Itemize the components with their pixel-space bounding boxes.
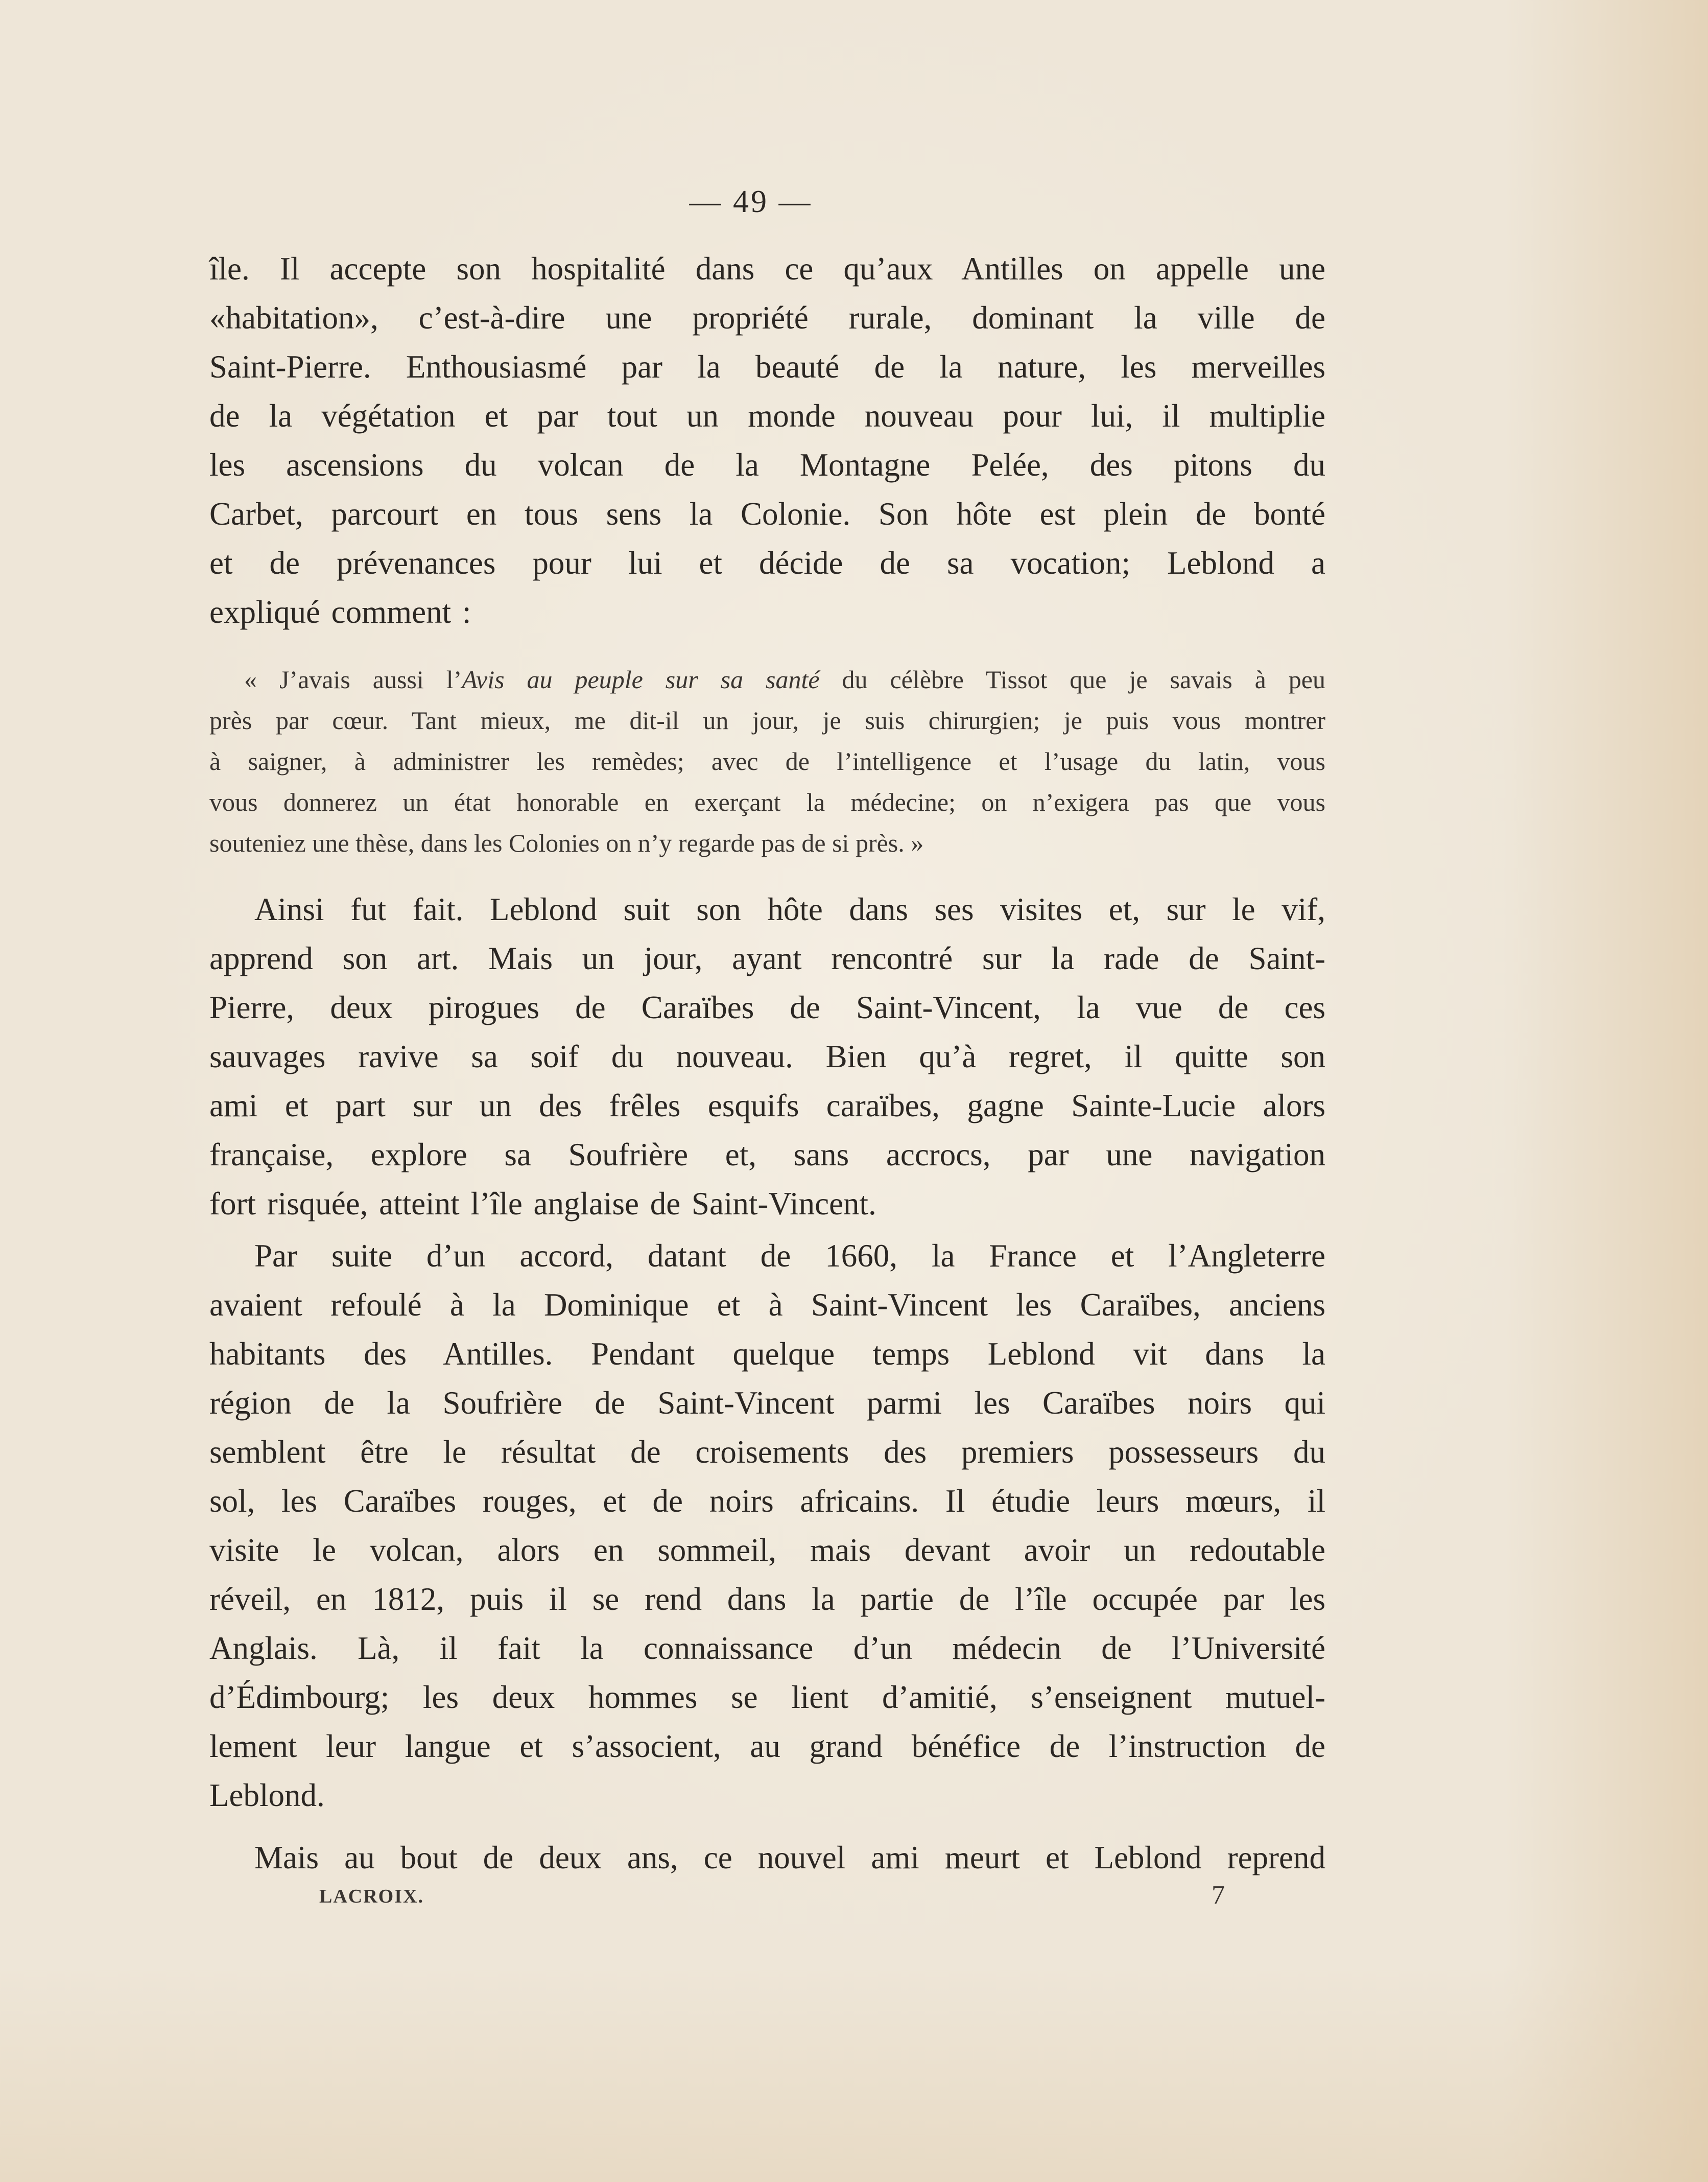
text-line: lement leur langue et s’associent, au grand bénéfice de l’instruction de <box>209 1728 1325 1764</box>
quote-text: « J’avais aussi l’ <box>244 665 462 694</box>
paragraph-1 <box>209 244 1325 637</box>
page-number: — 49 — <box>689 184 813 219</box>
sheet-number: 7 <box>1212 1881 1225 1910</box>
text-line: sauvages ravive sa soif du nouveau. Bien qu’à regret, il quitte son <box>209 1039 1325 1074</box>
text-line: française, explore sa Soufrière et, sans accrocs, par une navigation <box>209 1137 1325 1172</box>
paragraph-2 <box>209 885 1325 1228</box>
quote-line: vous donnerez un état honorable en exerçant la médecine; on n’exigera pas que vous <box>209 788 1325 816</box>
text-line: Saint-Pierre. Enthousiasmé par la beauté de la nature, les merveilles <box>209 349 1325 385</box>
text-line: région de la Soufrière de Saint-Vincent parmi les Caraïbes noirs qui <box>209 1385 1325 1421</box>
quote-text: du célèbre Tissot que je savais à peu <box>819 665 1325 694</box>
text-line: semblent être le résultat de croisements des premiers possesseurs du <box>209 1434 1325 1470</box>
quote-line: à saigner, à administrer les remèdes; avec de l’intelligence et l’usage du latin, vous <box>209 747 1325 776</box>
text-line: «habitation», c’est-à-dire une propriété rurale, dominant la ville de <box>209 300 1325 336</box>
text-line: expliqué comment : <box>209 594 471 630</box>
quote-line: près par cœur. Tant mieux, me dit-il un jour, je suis chirurgien; je puis vous montrer <box>209 706 1325 735</box>
text-line: ami et part sur un des frêles esquifs caraïbes, gagne Sainte-Lucie alors <box>209 1088 1325 1123</box>
text-line: Carbet, parcourt en tous sens la Colonie. Son hôte est plein de bonté <box>209 496 1325 532</box>
paragraph-3 <box>209 1231 1325 1820</box>
text-line: avaient refoulé à la Dominique et à Saint-Vincent les Caraïbes, anciens <box>209 1287 1325 1323</box>
text-line: Par suite d’un accord, datant de 1660, la France et l’Angleterre <box>254 1238 1325 1274</box>
signature-mark: LACROIX. <box>319 1886 424 1907</box>
block-quote <box>209 659 1325 863</box>
text-line: Pierre, deux pirogues de Caraïbes de Saint-Vincent, la vue de ces <box>209 990 1325 1025</box>
text-line: visite le volcan, alors en sommeil, mais devant avoir un redoutable <box>209 1532 1325 1568</box>
book-title: Avis au peuple sur sa santé <box>462 665 820 694</box>
text-line: sol, les Caraïbes rouges, et de noirs africains. Il étudie leurs mœurs, il <box>209 1483 1325 1519</box>
text-line: Ainsi fut fait. Leblond suit son hôte dans ses visites et, sur le vif, <box>254 891 1325 927</box>
quote-line: souteniez une thèse, dans les Colonies on n’y regarde pas de si près. » <box>209 829 924 857</box>
text-line: île. Il accepte son hospitalité dans ce qu’aux Antilles on appelle une <box>209 251 1325 287</box>
text-line: réveil, en 1812, puis il se rend dans la partie de l’île occupée par les <box>209 1581 1325 1617</box>
text-line: Leblond. <box>209 1777 325 1813</box>
text-line: habitants des Antilles. Pendant quelque temps Leblond vit dans la <box>209 1336 1325 1372</box>
text-line: et de prévenances pour lui et décide de sa vocation; Leblond a <box>209 545 1325 581</box>
text-line: les ascensions du volcan de la Montagne Pelée, des pitons du <box>209 447 1325 483</box>
text-line: fort risquée, atteint l’île anglaise de Saint-Vincent. <box>209 1186 876 1222</box>
text-line: Mais au bout de deux ans, ce nouvel ami meurt et Leblond reprend <box>254 1840 1325 1875</box>
text-line: d’Édimbourg; les deux hommes se lient d’amitié, s’enseignent mutuel- <box>209 1679 1325 1715</box>
text-line: de la végétation et par tout un monde nouveau pour lui, il multiplie <box>209 398 1325 434</box>
text-line: apprend son art. Mais un jour, ayant rencontré sur la rade de Saint- <box>209 941 1325 976</box>
quote-line <box>209 659 1325 700</box>
text-line: Anglais. Là, il fait la connaissance d’un médecin de l’Université <box>209 1630 1325 1666</box>
paragraph-4 <box>209 1833 1325 1882</box>
